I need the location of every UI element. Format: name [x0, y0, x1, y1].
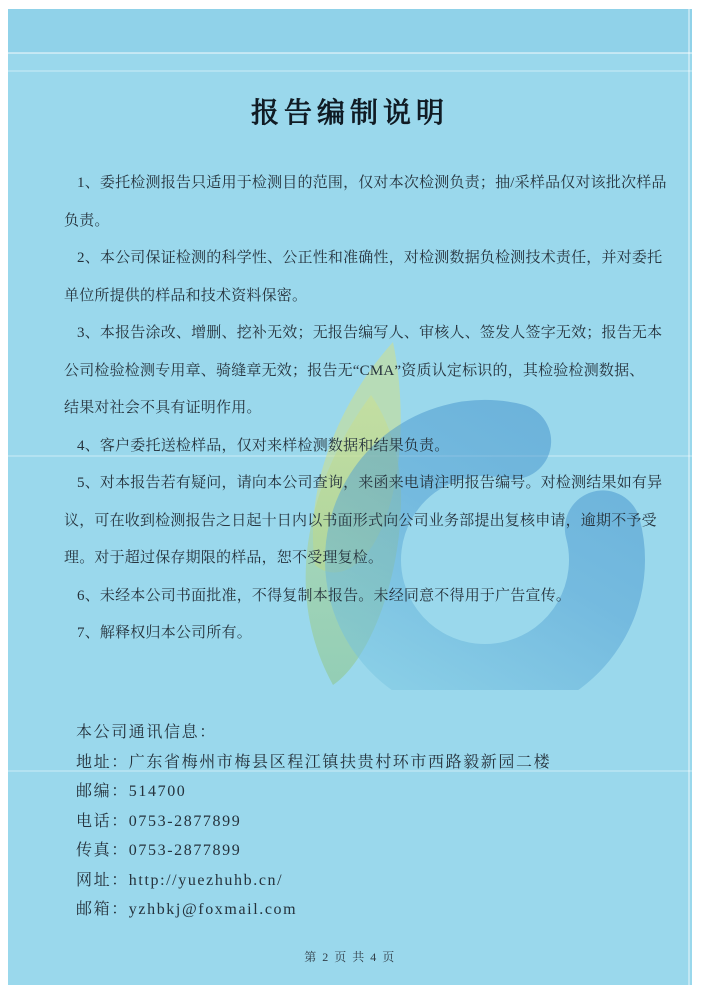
note-line: 4、客户委托送检样品，仅对来样检测数据和结果负责。 — [77, 437, 450, 454]
note-line: 结果对社会不具有证明作用。 — [64, 400, 262, 416]
contact-line-postcode: 邮编：514700 — [76, 783, 187, 800]
note-line: 负责。 — [64, 212, 110, 229]
note-line: 理。对于超过保存期限的样品，恕不受理复检。 — [64, 550, 384, 566]
note-line: 议，可在收到检测报告之日起十日内以书面形式向公司业务部提出复核申请，逾期不予受 — [64, 512, 657, 529]
contact-line-website: 网址：http://yuezhuhb.cn/ — [76, 871, 284, 889]
note-paragraph — [64, 165, 674, 240]
note-paragraph — [64, 315, 674, 428]
contact-section — [76, 718, 676, 925]
scan-artifact-line — [688, 9, 690, 985]
note-paragraph — [64, 240, 674, 315]
contact-line-address: 地址：广东省梅州市梅县区程江镇扶贵村环市西路毅新园二楼 — [76, 753, 552, 771]
notes-section — [64, 165, 674, 653]
contact-heading: 本公司通讯信息： — [76, 724, 217, 741]
scan-artifact-line — [8, 70, 692, 72]
contact-line-phone: 电话：0753-2877899 — [76, 812, 242, 830]
note-paragraph — [64, 428, 674, 466]
contact-line-email: 邮箱：yzhbkj@foxmail.com — [76, 901, 298, 918]
note-line: 5、对本报告若有疑问，请向本公司查询，来函来电请注明报告编号。对检测结果如有异 — [77, 475, 663, 491]
report-page — [8, 9, 692, 985]
page-number: 第 2 页 共 4 页 — [304, 950, 396, 964]
note-line: 3、本报告涂改、增删、挖补无效；无报告编写人、审核人、签发人签字无效；报告无本 — [77, 325, 663, 341]
note-line: 单位所提供的样品和技术资料保密。 — [64, 287, 308, 304]
note-line: 6、未经本公司书面批准，不得复制本报告。未经同意不得用于广告宣传。 — [77, 587, 572, 604]
scan-artifact-line — [8, 52, 692, 54]
note-line: 2、本公司保证检测的科学性、公正性和准确性，对检测数据负检测技术责任，并对委托 — [77, 250, 663, 266]
note-paragraph — [64, 465, 674, 578]
note-line: 7、解释权归本公司所有。 — [77, 625, 252, 641]
scan-band-top — [8, 9, 692, 53]
page-title: 报告编制说明 — [250, 98, 449, 129]
note-paragraph — [64, 578, 674, 616]
note-paragraph — [64, 615, 674, 653]
contact-line-fax: 传真：0753-2877899 — [76, 842, 242, 859]
note-line: 1、委托检测报告只适用于检测目的范围，仅对本次检测负责；抽/采样品仅对该批次样品 — [77, 175, 667, 191]
note-line: 公司检验检测专用章、骑缝章无效；报告无“CMA”资质认定标识的，其检验检测数据、 — [64, 362, 645, 379]
